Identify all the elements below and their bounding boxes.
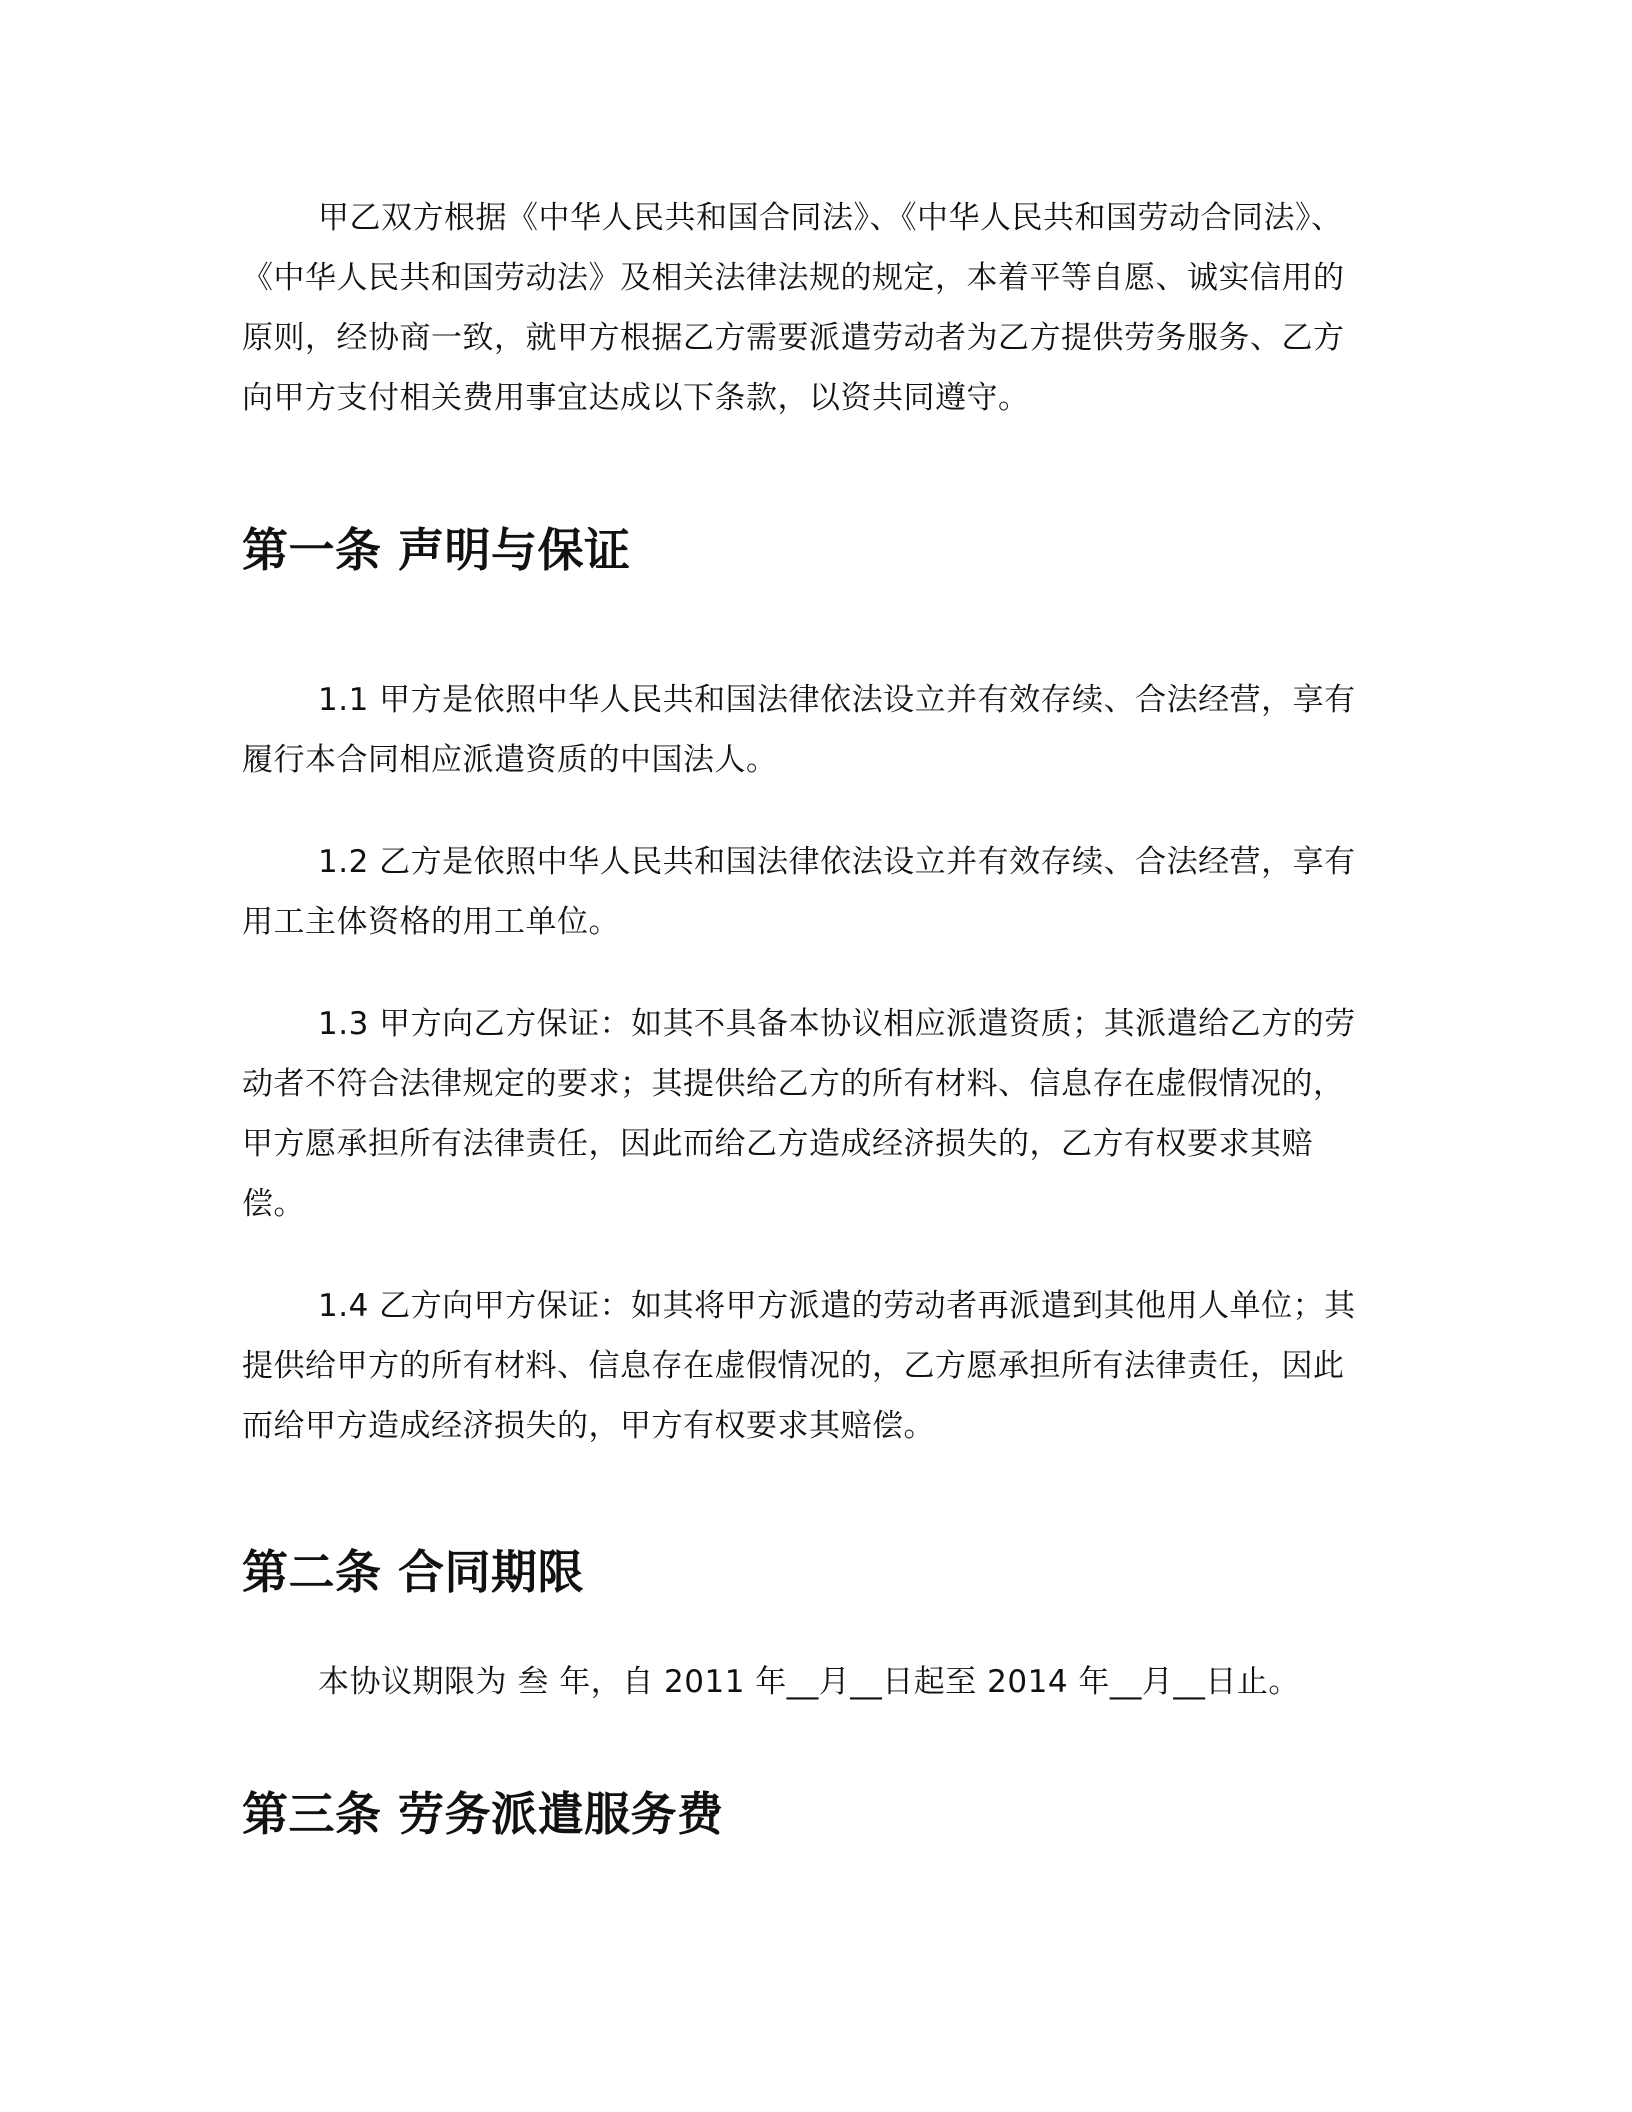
clause-1-2: 1.2 乙方是依照中华人民共和国法律依法设立并有效存续、合法经营，享有用工主体资格的用工单位。 <box>242 844 1356 940</box>
spacer <box>242 428 1372 520</box>
document-body <box>242 188 1372 1844</box>
spacer <box>242 952 1372 994</box>
clause-1-4: 1.4 乙方向甲方保证：如其将甲方派遣的劳动者再派遣到其他用人单位；其提供给甲方的所有材料、信息存在虚假情况的，乙方愿承担所有法律责任，因此而给甲方造成经济损失的，甲方有权要求其赔偿。 <box>242 1288 1356 1444</box>
section-3-heading: 第三条 劳务派遣服务费 <box>242 1787 724 1841</box>
spacer <box>242 1602 1372 1652</box>
section-2-heading: 第二条 合同期限 <box>242 1545 585 1599</box>
clause-1-3: 1.3 甲方向乙方保证：如其不具备本协议相应派遣资质；其派遣给乙方的劳动者不符合法律规定的要求；其提供给乙方的所有材料、信息存在虚假情况的，甲方愿承担所有法律责任，因此而给乙方造成经济损失的，乙方有权要求其赔偿。 <box>242 1006 1356 1222</box>
spacer <box>242 1234 1372 1276</box>
spacer <box>242 790 1372 832</box>
section-1-heading: 第一条 声明与保证 <box>242 523 631 577</box>
spacer <box>242 1456 1372 1542</box>
intro-paragraph: 甲乙双方根据《中华人民共和国合同法》、《中华人民共和国劳动合同法》、《中华人民共和国劳动法》及相关法律法规的规定，本着平等自愿、诚实信用的原则，经协商一致，就甲方根据乙方需要派遣劳动者为乙方提供劳务服务、乙方向甲方支付相关费用事宜达成以下条款，以资共同遵守。 <box>242 200 1345 416</box>
spacer <box>242 1712 1372 1784</box>
spacer <box>242 580 1372 670</box>
section-2-text: 本协议期限为 叁 年，自 2011 年__月__日起至 2014 年__月__日止。 <box>318 1664 1300 1700</box>
clause-1-1: 1.1 甲方是依照中华人民共和国法律依法设立并有效存续、合法经营，享有履行本合同相应派遣资质的中国法人。 <box>242 682 1356 778</box>
